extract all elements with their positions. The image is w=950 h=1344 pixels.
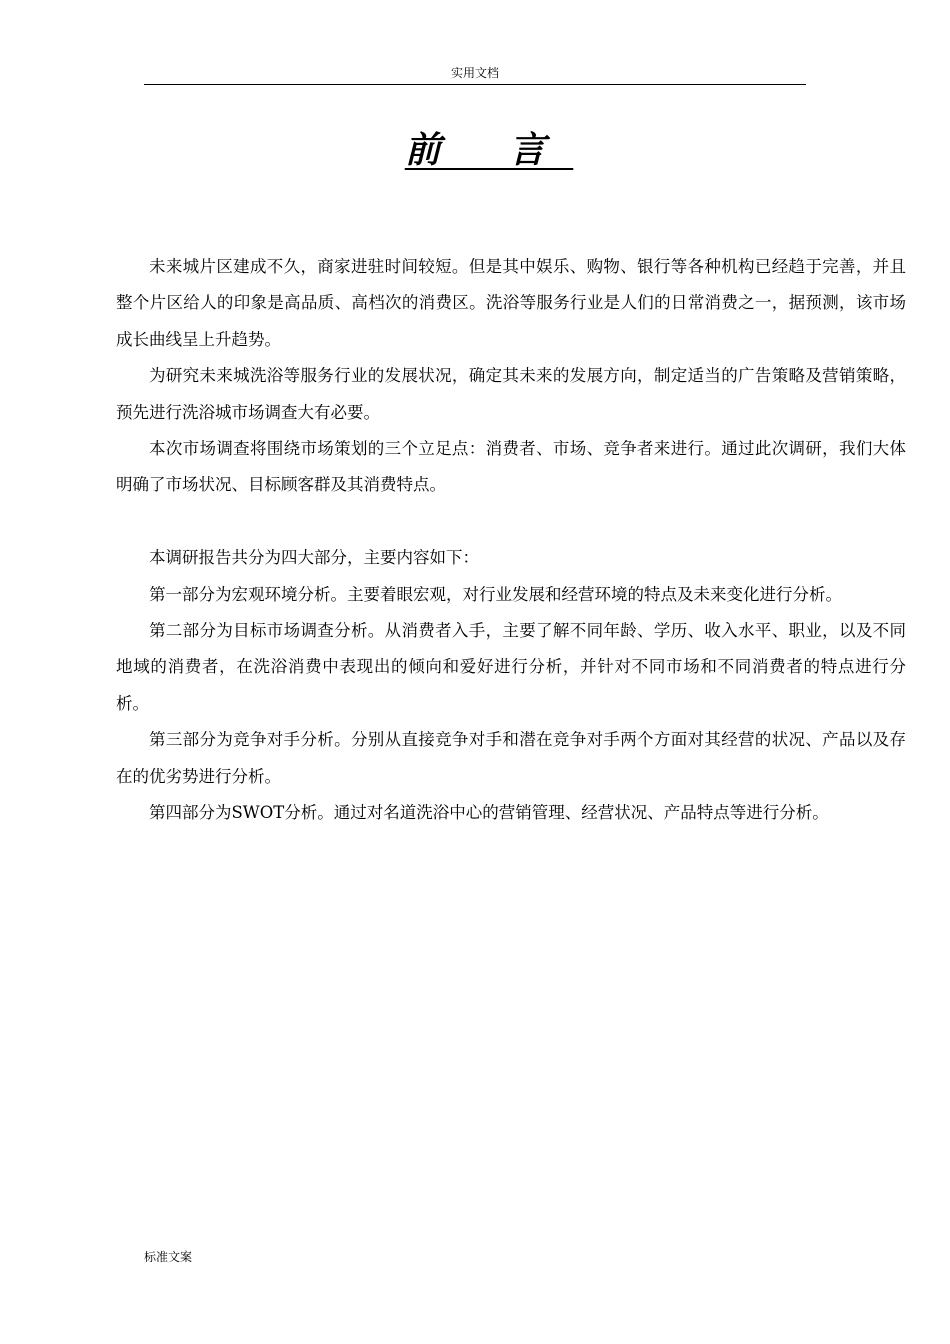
document-title	[0, 124, 950, 176]
structure-paragraph-part-2: 第二部分为目标市场调查分析。从消费者入手，主要了解不同年龄、学历、收入水平、职业，以及不同地域的消费者，在洗浴消费中表现出的倾向和爱好进行分析，并针对不同市场和不同消费者的特点进行分析。	[116, 621, 906, 713]
structure-paragraph-part-4: 第四部分为SWOT分析。通过对名道洗浴中心的营销管理、经营状况、产品特点等进行分析。	[149, 803, 829, 823]
document-body	[116, 249, 906, 831]
page-footer: 标准文案	[144, 1250, 193, 1264]
structure-paragraph-part-1: 第一部分为宏观环境分析。主要着眼宏观，对行业发展和经营环境的特点及未来变化进行分析。	[149, 584, 842, 604]
paragraph-gap	[116, 504, 906, 540]
page-header: 实用文档	[144, 64, 806, 85]
structure-paragraph-intro: 本调研报告共分为四大部分，主要内容如下：	[149, 548, 479, 568]
structure-paragraph-part-3: 第三部分为竞争对手分析。分别从直接竞争对手和潜在竞争对手两个方面对其经营的状况、产品以及存在的优劣势进行分析。	[116, 730, 906, 786]
intro-paragraph-3: 本次市场调查将围绕市场策划的三个立足点：消费者、市场、竞争者来进行。通过此次调研，我们大体明确了市场状况、目标顾客群及其消费特点。	[116, 439, 906, 495]
intro-paragraph-2: 为研究未来城洗浴等服务行业的发展状况，确定其未来的发展方向，制定适当的广告策略及营销策略，预先进行洗浴城市场调查大有必要。	[116, 366, 906, 422]
document-title-text: 前 言	[404, 129, 574, 171]
intro-paragraph-1: 未来城片区建成不久，商家进驻时间较短。但是其中娱乐、购物、银行等各种机构已经趋于完善，并且整个片区给人的印象是高品质、高档次的消费区。洗浴等服务行业是人们的日常消费之一，据预测，该市场成长曲线呈上升趋势。	[116, 257, 906, 349]
